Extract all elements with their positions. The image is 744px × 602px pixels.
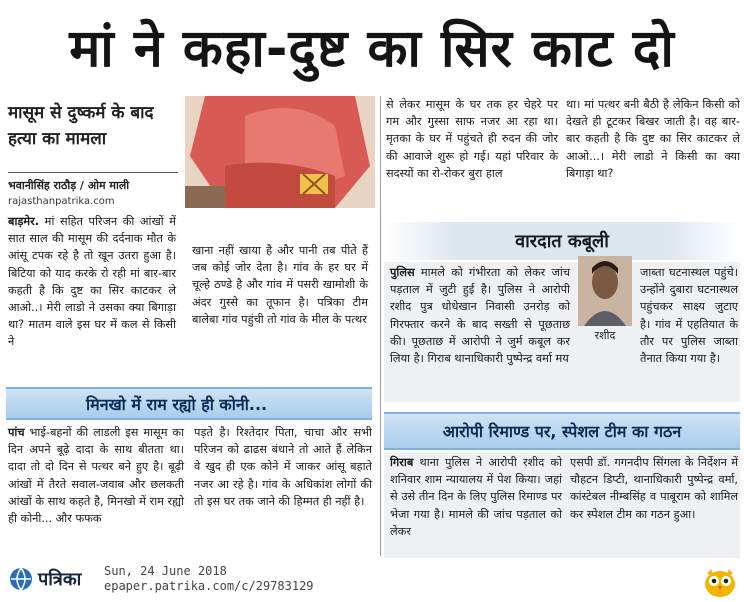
byline-rule <box>8 172 178 173</box>
byline: भवानीसिंह राठौड़ / ओम माली <box>8 179 130 192</box>
headline: मां ने कहा-दुष्ट का सिर काट दो <box>69 18 675 79</box>
crime-column-2: जाब्ता घटनास्थल पहुंचे। उन्होंने दुबारा घटनास्थल पहुंचकर साक्ष्य जुटाए है। गांव में एहतियात के तौर पर पुलिस जाब्ता तैनात किया गया है। <box>640 266 738 366</box>
logo-text: पत्रिका <box>38 569 82 590</box>
section2-column-2: पड़ते है। रिश्तेदार पिता, चाचा और सभी परिजन को ढाढस बंधाने तो आते हैं लेकिन वे खुद ही एक कोने में जाकर आंसू बहाते नजर आ रहे है। गांव के अधिकांश लोगों की तो इस घर तक जाने की हिम्मत ही नहीं है। <box>194 426 372 508</box>
section-heading-text: मिनखो में राम रह्यो ही कोनी... <box>86 394 268 414</box>
remand-col1-text: थाना पुलिस ने आरोपी रशीद को शनिवार शाम न्यायालय में पेश किया। जहां से उसे तीन दिन के लिए पुलिस रिमाण्ड पर भेजा गया है। मामले की जांच पड़ताल को लेकर <box>390 456 562 538</box>
section-heading-minkho <box>6 387 372 420</box>
patrika-logo[interactable] <box>8 566 81 592</box>
edition-url[interactable]: epaper.patrika.com/c/29783129 <box>104 579 314 593</box>
crime-lead: पुलिस <box>390 266 415 279</box>
column-1-text: मां सहित परिजन की आंखों में सात साल की मासूम की दर्दनाक मौत के आंसू टपक रहे है तो खून उतरा हुआ है। बिटिया को याद करके रो रही मां बार-बार कहती है कि दुष्ट का सिर काटकर ले आओ..। मेरी लाडो ने उसका क्या बिगाड़ा था? मातम वाले इस घर में कल से किसी ने <box>8 215 176 349</box>
article-column-4: था। मां पत्थर बनी बैठी है लेकिन किसी को देखते ही टूटकर बिखर जाती है। वह बार-बार कहती है कि दुष्ट का सिर काटकर ले आओ...। मेरी लाडो ने किसी का क्या बिगाड़ा था? <box>566 98 740 180</box>
section-heading-remand <box>384 412 740 450</box>
remand-lead: गिराब <box>390 456 414 469</box>
subheadline: मासूम से दुष्कर्म के बाद हत्या का मामला <box>8 103 154 149</box>
source-url: rajasthanpatrika.com <box>8 196 115 207</box>
globe-icon <box>8 566 34 592</box>
crime-column-1 <box>390 264 570 367</box>
remand-column-2: एसपी डॉ. गगनदीप सिंगला के निर्देशन में चौहटन डिप्टी, थानाधिकारी पुष्पेन्द्र वर्मा, कांस्टेबल नीम्बसिंह व पाबूराम को शामिल कर स्पेशल टीम का गठन हुआ। <box>570 456 738 521</box>
remand-column-1 <box>390 454 562 540</box>
remand-heading-text: आरोपी रिमाण्ड पर, स्पेशल टीम का गठन <box>442 422 682 441</box>
article-photo-veiled-woman <box>185 96 375 208</box>
article-column-3: से लेकर मासूम के घर तक हर चेहरे पर गम और गुस्सा साफ नजर आ रहा था। मृतका के घर में पहुंचते ही रुदन की जोर की आवाजे शुरू हो गई। यहां परिवार के सदस्यों का रो-रोकर बुरा हाल <box>386 98 558 180</box>
section2-col1-text: भाई-बहनों की लाडली इस मासूम का दिन अपने बूढ़े दादा के साथ बीतता था। दादा तो दो दिन से पत्थर बने हुए है। बूढ़ी आंखों में तैरते सवाल-जवाब और छलकती आंखों के साथ कहते है, मिनखो में राम रह्यो ही कोनी... और फफक <box>8 426 184 526</box>
section2-column-1 <box>8 424 184 527</box>
article-column-2: खाना नहीं खाया है और पानी तब पीते हैं जब कोई जोर देता है। गांव के हर घर में चूल्हे ठण्डे है और गांव में पसरी खामोशी के अंदर गुस्से का तूफान है। पत्रिका टीम बालेबा गांव पहुंची तो गांव के मील के पत्थर <box>192 244 368 326</box>
section-heading-vardaat <box>384 222 740 260</box>
section2-lead: पांच <box>8 426 25 439</box>
article-column-1 <box>8 213 176 351</box>
edition-meta <box>104 564 314 594</box>
crime-text: मामले को गंभीरता को लेकर जांच पड़ताल में जुटी हुई है। पुलिस ने आरोपी रशीद पुत्र धोधेखान निवासी उनरोड़ को गिरफ्तार करने के बाद सख्ती से पूछताछ की। पूछताछ में आरोपी ने जुर्म कबूल कर लिया है। गिराब थानाधिकारी पुष्पेन्द्र वर्मा मय <box>390 266 570 366</box>
owl-icon[interactable] <box>702 566 738 602</box>
column-divider <box>380 96 381 556</box>
accused-photo <box>578 256 632 326</box>
dateline: बाड़मेर. <box>8 215 40 228</box>
edition-date: Sun, 24 June 2018 <box>104 564 227 578</box>
accused-photo-caption: रशीद <box>594 329 616 342</box>
vardaat-heading-text: वारदात कबूली <box>515 231 609 252</box>
